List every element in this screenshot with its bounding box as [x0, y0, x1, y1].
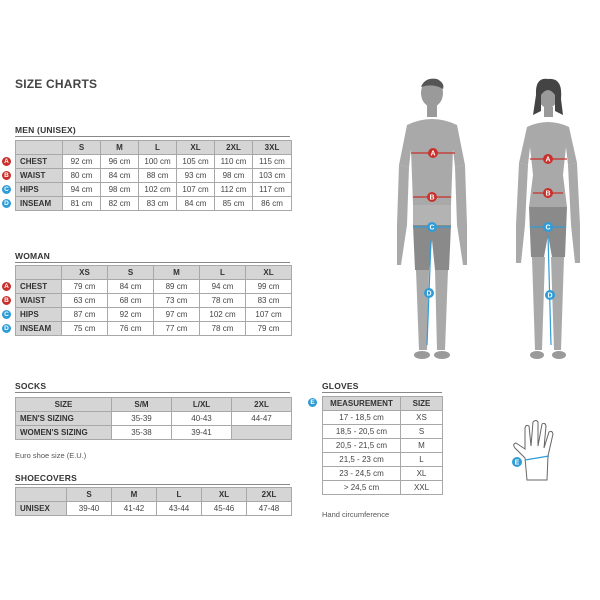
- table-cell: 84 cm: [101, 169, 139, 183]
- row-badge-a: A: [2, 157, 11, 166]
- table-cell: 94 cm: [63, 183, 101, 197]
- table-cell: 88 cm: [139, 169, 177, 183]
- men-section-rule: [15, 136, 290, 137]
- column-header: 2XL: [247, 488, 292, 502]
- table-cell: 117 cm: [253, 183, 292, 197]
- table-cell: L: [401, 453, 443, 467]
- row-label: MEN'S SIZING: [16, 412, 112, 426]
- table-cell: 68 cm: [108, 294, 154, 308]
- svg-text:D: D: [426, 290, 432, 298]
- column-header: [16, 488, 67, 502]
- row-badge-c: C: [2, 185, 11, 194]
- figure-badge-c-man: [427, 222, 437, 232]
- page-title: SIZE CHARTS: [15, 77, 98, 91]
- table-cell: XL: [401, 467, 443, 481]
- table-cell: 84 cm: [108, 280, 154, 294]
- gloves-badge-e: E: [308, 398, 317, 407]
- table-cell: 97 cm: [154, 308, 200, 322]
- column-header: S/M: [112, 398, 172, 412]
- column-header: L: [200, 266, 246, 280]
- woman-figure-icon: [516, 79, 580, 359]
- hand-badge-e: [512, 457, 522, 467]
- column-header: XL: [246, 266, 292, 280]
- svg-text:E: E: [514, 459, 520, 467]
- table-cell: XXL: [401, 481, 443, 495]
- header-row: [16, 488, 292, 502]
- table-cell: 99 cm: [246, 280, 292, 294]
- gloves-size-table: [322, 396, 443, 495]
- table-cell: 98 cm: [101, 183, 139, 197]
- table-cell: 73 cm: [154, 294, 200, 308]
- table-cell: 77 cm: [154, 322, 200, 336]
- men-section-title: MEN (UNISEX): [15, 125, 76, 135]
- table-row: [16, 155, 292, 169]
- table-cell: 93 cm: [177, 169, 215, 183]
- gloves-section-rule: [322, 392, 442, 393]
- column-header: L: [157, 488, 202, 502]
- table-cell: 44-47: [232, 412, 292, 426]
- hand-icon: [505, 418, 575, 483]
- row-label: INSEAM: [16, 197, 63, 211]
- table-row: [16, 426, 292, 440]
- column-header: XL: [202, 488, 247, 502]
- table-cell: 89 cm: [154, 280, 200, 294]
- woman-size-table: [15, 265, 292, 336]
- header-row: [323, 397, 443, 411]
- table-cell: 41-42: [112, 502, 157, 516]
- column-header: MEASUREMENT: [323, 397, 401, 411]
- column-header: [16, 141, 63, 155]
- table-cell: S: [401, 425, 443, 439]
- column-header: S: [63, 141, 101, 155]
- gloves-section-title: GLOVES: [322, 381, 359, 391]
- table-cell: 45-46: [202, 502, 247, 516]
- svg-text:A: A: [430, 150, 436, 158]
- table-row: [323, 425, 443, 439]
- table-cell: XS: [401, 411, 443, 425]
- header-row: [16, 398, 292, 412]
- row-label: WAIST: [16, 294, 62, 308]
- table-cell: 23 - 24,5 cm: [323, 467, 401, 481]
- table-cell: 20,5 - 21,5 cm: [323, 439, 401, 453]
- row-label: HIPS: [16, 183, 63, 197]
- table-cell: 39-40: [67, 502, 112, 516]
- table-row: [16, 412, 292, 426]
- table-cell: 82 cm: [101, 197, 139, 211]
- row-badge-b: B: [2, 296, 11, 305]
- table-cell: 21,5 - 23 cm: [323, 453, 401, 467]
- table-cell: M: [401, 439, 443, 453]
- table-cell: 81 cm: [63, 197, 101, 211]
- table-cell: 94 cm: [200, 280, 246, 294]
- socks-size-table: [15, 397, 292, 440]
- column-header: XS: [62, 266, 108, 280]
- table-cell: [232, 426, 292, 440]
- svg-text:C: C: [545, 224, 551, 232]
- figure-badge-c-woman: [543, 222, 553, 232]
- column-header: S: [108, 266, 154, 280]
- table-cell: 63 cm: [62, 294, 108, 308]
- row-label: WAIST: [16, 169, 63, 183]
- row-badge-a: A: [2, 282, 11, 291]
- column-header: [16, 266, 62, 280]
- row-label: WOMEN'S SIZING: [16, 426, 112, 440]
- column-header: 3XL: [253, 141, 292, 155]
- table-cell: 39-41: [172, 426, 232, 440]
- column-header: SIZE: [16, 398, 112, 412]
- table-row: [16, 294, 292, 308]
- row-badge-b: B: [2, 171, 11, 180]
- table-cell: 100 cm: [139, 155, 177, 169]
- woman-section-rule: [15, 262, 290, 263]
- figure-badge-b-woman: [543, 188, 553, 198]
- table-cell: 102 cm: [200, 308, 246, 322]
- svg-text:B: B: [429, 194, 435, 202]
- table-cell: 84 cm: [177, 197, 215, 211]
- table-cell: 115 cm: [253, 155, 292, 169]
- table-cell: 79 cm: [62, 280, 108, 294]
- table-cell: 78 cm: [200, 294, 246, 308]
- table-row: [16, 197, 292, 211]
- row-label: UNISEX: [16, 502, 67, 516]
- table-cell: 105 cm: [177, 155, 215, 169]
- row-badge-d: D: [2, 199, 11, 208]
- column-header: M: [154, 266, 200, 280]
- column-header: M: [112, 488, 157, 502]
- svg-text:B: B: [545, 190, 551, 198]
- table-cell: 76 cm: [108, 322, 154, 336]
- shoecovers-size-table: [15, 487, 292, 516]
- table-cell: 35-39: [112, 412, 172, 426]
- shoecovers-section-title: SHOECOVERS: [15, 473, 77, 483]
- table-cell: 87 cm: [62, 308, 108, 322]
- figure-badge-d-woman: [545, 290, 555, 300]
- row-label: CHEST: [16, 280, 62, 294]
- table-row: [323, 481, 443, 495]
- figure-badge-b-man: [427, 192, 437, 202]
- table-row: [323, 453, 443, 467]
- row-label: HIPS: [16, 308, 62, 322]
- row-badge-d: D: [2, 324, 11, 333]
- woman-section-title: WOMAN: [15, 251, 50, 261]
- table-cell: 47-48: [247, 502, 292, 516]
- table-cell: 103 cm: [253, 169, 292, 183]
- table-cell: 75 cm: [62, 322, 108, 336]
- table-cell: 83 cm: [139, 197, 177, 211]
- table-cell: 17 - 18,5 cm: [323, 411, 401, 425]
- table-row: [16, 280, 292, 294]
- socks-section-title: SOCKS: [15, 381, 47, 391]
- row-badge-c: C: [2, 310, 11, 319]
- table-row: [16, 183, 292, 197]
- table-cell: 18,5 - 20,5 cm: [323, 425, 401, 439]
- body-measurement-figures: [385, 75, 600, 375]
- column-header: 2XL: [232, 398, 292, 412]
- table-cell: 85 cm: [215, 197, 253, 211]
- svg-text:D: D: [547, 292, 553, 300]
- column-header: XL: [177, 141, 215, 155]
- table-row: [16, 169, 292, 183]
- table-cell: > 24,5 cm: [323, 481, 401, 495]
- table-cell: 78 cm: [200, 322, 246, 336]
- table-cell: 96 cm: [101, 155, 139, 169]
- table-row: [323, 467, 443, 481]
- table-cell: 79 cm: [246, 322, 292, 336]
- table-cell: 112 cm: [215, 183, 253, 197]
- column-header: 2XL: [215, 141, 253, 155]
- figure-badge-d-man: [424, 288, 434, 298]
- men-size-table: [15, 140, 292, 211]
- table-cell: 102 cm: [139, 183, 177, 197]
- figure-badge-a-woman: [543, 154, 553, 164]
- table-cell: 98 cm: [215, 169, 253, 183]
- svg-text:A: A: [545, 156, 551, 164]
- svg-text:C: C: [429, 224, 435, 232]
- header-row: [16, 266, 292, 280]
- gloves-note: Hand circumference: [322, 510, 390, 519]
- table-cell: 43-44: [157, 502, 202, 516]
- figure-badge-a-man: [428, 148, 438, 158]
- table-cell: 107 cm: [177, 183, 215, 197]
- table-cell: 86 cm: [253, 197, 292, 211]
- table-cell: 107 cm: [246, 308, 292, 322]
- table-row: [16, 308, 292, 322]
- table-row: [323, 439, 443, 453]
- table-cell: 92 cm: [108, 308, 154, 322]
- table-row: [16, 502, 292, 516]
- table-cell: 80 cm: [63, 169, 101, 183]
- column-header: S: [67, 488, 112, 502]
- column-header: L/XL: [172, 398, 232, 412]
- table-cell: 40-43: [172, 412, 232, 426]
- column-header: SIZE: [401, 397, 443, 411]
- table-row: [323, 411, 443, 425]
- table-row: [16, 322, 292, 336]
- row-label: INSEAM: [16, 322, 62, 336]
- column-header: L: [139, 141, 177, 155]
- socks-note: Euro shoe size (E.U.): [15, 451, 87, 460]
- table-cell: 83 cm: [246, 294, 292, 308]
- header-row: [16, 141, 292, 155]
- man-figure-icon: [397, 79, 467, 359]
- row-label: CHEST: [16, 155, 63, 169]
- column-header: M: [101, 141, 139, 155]
- socks-section-rule: [15, 392, 290, 393]
- table-cell: 110 cm: [215, 155, 253, 169]
- table-cell: 35-38: [112, 426, 172, 440]
- table-cell: 92 cm: [63, 155, 101, 169]
- shoecovers-section-rule: [15, 484, 290, 485]
